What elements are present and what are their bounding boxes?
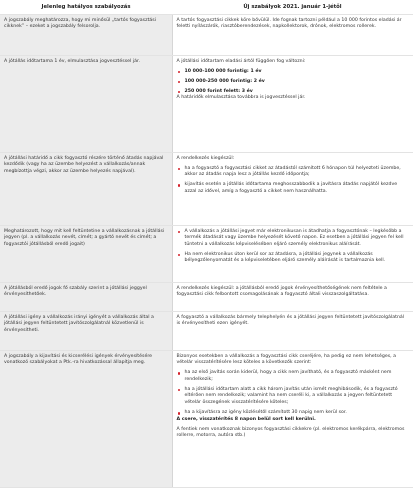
bullet-list: [177, 69, 410, 96]
list-item: [177, 410, 410, 417]
current-rule-cell: [0, 312, 172, 351]
list-item: [177, 387, 410, 407]
list-item-text: 100 000-250 000 forintig: 2 év: [184, 78, 265, 84]
current-rule-text: A jogszabály meghatározza, hogy mi minősül „tartós fogyasztási cikknek” – ezeket a jogszabály felsorolja.: [4, 17, 157, 30]
new-rule-cell: [172, 153, 413, 226]
bullet-icon: [178, 254, 181, 257]
list-item-text: ha a jótállási időtartam alatt a cikk három javítás után ismét meghibásodik, és a fogyasztó eltérően nem rendelkezik; valamint ha nem cseréli ki, a vállalkozás a jegyen feltüntetett vételár összegének visszatérítésére köteles;: [184, 386, 398, 406]
bullet-icon: [178, 91, 181, 94]
list-item-text: 10 000-100 000 forintig: 1 év: [184, 68, 262, 74]
bullet-icon: [178, 168, 181, 171]
list-item: [177, 166, 410, 179]
current-rule-cell: [0, 226, 172, 283]
new-rule-text: A fogyasztó a vállalkozás bármely telephelyén és a jótállási jegyen feltüntetett javítószolgálatnál is érvényesítheti ezen igényét.: [176, 314, 405, 327]
list-item: [177, 229, 410, 249]
list-item-text: 250 000 forint felett: 3 év: [184, 88, 253, 94]
table-row: [0, 283, 413, 312]
bullet-icon: [178, 71, 181, 74]
current-rule-cell: [0, 351, 172, 488]
current-rule-cell: [0, 15, 172, 56]
bullet-list: [177, 370, 410, 417]
list-item: [177, 69, 410, 76]
current-rule-cell: [0, 56, 172, 153]
list-item-text: ha a kijavításra az igény közlésétől számított 30 napig nem kerül sor.: [184, 410, 347, 416]
current-rule-text: A jogszabály a kijavítási és kicserélési igények érvényesítésére vonatkozó szabályokat a Ptk.-ra hivatkozással állapítja meg.: [4, 353, 153, 366]
table-row: [0, 351, 413, 488]
new-rule-text: A rendelkezés kiegészül: a jótállásból eredő jogok érvényesíthetőségének nem feltétele a fogyasztási cikk felbontott csomagolásának a fogyasztó általi visszaszolgáltatása.: [176, 285, 387, 298]
current-rule-text: Meghatározott, hogy mit kell feltüntetine a vállalkozásnak a jótállási jegyen (pl. a vállalkozás nevét, címét; a gyártó nevét és címét; a fogyasztói jótállásból eredő jogait): [4, 228, 165, 247]
list-item: [177, 182, 410, 195]
current-rule-text: A jótállási határidő a cikk fogyasztó részére történő átadás napjával kezdődik (vagy ha az üzembe helyezést a vállalkozás/annak megbízottja végzi, akkor az üzembe helyezés napjával).: [4, 155, 164, 174]
new-rule-intro: A rendelkezés kiegészül:: [176, 155, 235, 161]
new-rule-cell: [172, 312, 413, 351]
list-item-text: kijavítás esetén a jótállás időtartama meghosszabbodik a javításra átadás napjától kezdve azzal az idővel, amíg a fogyasztó a cikket nem használhatta.: [184, 182, 398, 194]
header-new: Új szabályok 2021. január 1-jétől: [172, 0, 413, 15]
list-item-text: ha az első javítás során kiderül, hogy a cikk nem javítható, és a fogyasztó másként nem rendelkezik;: [184, 370, 392, 382]
table-row: [0, 226, 413, 283]
list-item: [177, 79, 410, 86]
new-rule-outro: A határidők elmulasztása továbbra is jogvesztéssel jár.: [176, 95, 306, 101]
bullet-icon: [178, 81, 181, 84]
bullet-icon: [178, 231, 181, 234]
header-current: Jelenleg hatályos szabályozás: [0, 0, 172, 15]
new-rule-cell: [172, 351, 413, 488]
table-row: [0, 15, 413, 56]
new-rule-cell: [172, 15, 413, 56]
new-rule-outro-bold: A csere, visszatérítés 8 napon belül sort kell kerülni.: [176, 416, 316, 422]
current-rule-text: A jótállás időtartama 1 év, elmulasztása jogvesztéssel jár.: [4, 58, 140, 64]
list-item-text: ha a fogyasztó a fogyasztási cikket az átadástól számított 6 hónapon túl helyezteti üzembe, akkor az átadás napja lesz a jótállás kezdő időpontja;: [184, 165, 401, 178]
bullet-icon: [178, 412, 181, 415]
new-rule-intro: A jótállási időtartam eladási ártól függően fog változni:: [176, 58, 306, 64]
list-item-text: A vállalkozás a jótállási jegyet már elektronikusan is átadhatja a fogyasztónak – legkésőbb a termék átadását vagy üzembe helyezését követő napon. Ez esetben a jótállási jegyen fel kell tüntetni a vállalkozás képviselésében eljáró személy elektronikus aláírását.: [184, 228, 404, 247]
list-item: [177, 252, 410, 265]
table-header: [0, 0, 413, 15]
bullet-icon: [178, 372, 181, 375]
new-rule-cell: [172, 226, 413, 283]
new-rule-cell: [172, 56, 413, 153]
current-rule-text: A jótállási igény a vállalkozás irányi igényét a vállalkozás által a jótállási jegyen feltüntetett javítószolgálatnál közvetlenül is érvényesítheti.: [4, 314, 154, 333]
current-rule-cell: [0, 283, 172, 312]
current-rule-text: A jótállásból eredő jogok fő szabály szerint a jótállási jeggyel érvényesíthetőek.: [4, 285, 147, 298]
bullet-list: [177, 229, 410, 265]
new-rule-outro-note: A fentiek nem vonatkoznak bizonyos fogyasztási cikkekre (pl. elektromos kerékpárra, elektromos rollerre, motorra, autóra stb.): [176, 426, 405, 439]
bullet-list: [177, 166, 410, 196]
bullet-icon: [178, 389, 181, 392]
list-item-text: Ha nem elektronikus úton kerül sor az átadásra, a jótállási jegynek a vállalkozás bélyegzőlenyomatát és a képviseletében eljáró személy aláírását is tartalmaznia kell.: [184, 251, 386, 264]
bullet-icon: [178, 184, 181, 187]
new-rule-text: A tartós fogyasztási cikkek köre bővülül. Ide fognak tartozni például a 10 000 forintos eladási ár feletti nyílászárók, riasztóberendezések, napkollektorok, drónok, elektromos rollerek.: [176, 17, 402, 30]
new-rule-cell: [172, 283, 413, 312]
table-row: [0, 153, 413, 226]
list-item: [177, 89, 410, 96]
current-rule-cell: [0, 153, 172, 226]
table-row: [0, 56, 413, 153]
list-item: [177, 370, 410, 383]
new-rule-outro: [177, 417, 410, 424]
table-row: [0, 312, 413, 351]
new-rule-intro: Bizonyos esetekben a vállalkozás a fogyasztási cikk cseréjére, ha pedig ez nem lehetséges, a vételár visszatérítésére lesz köteles a következők szerint:: [176, 353, 397, 366]
